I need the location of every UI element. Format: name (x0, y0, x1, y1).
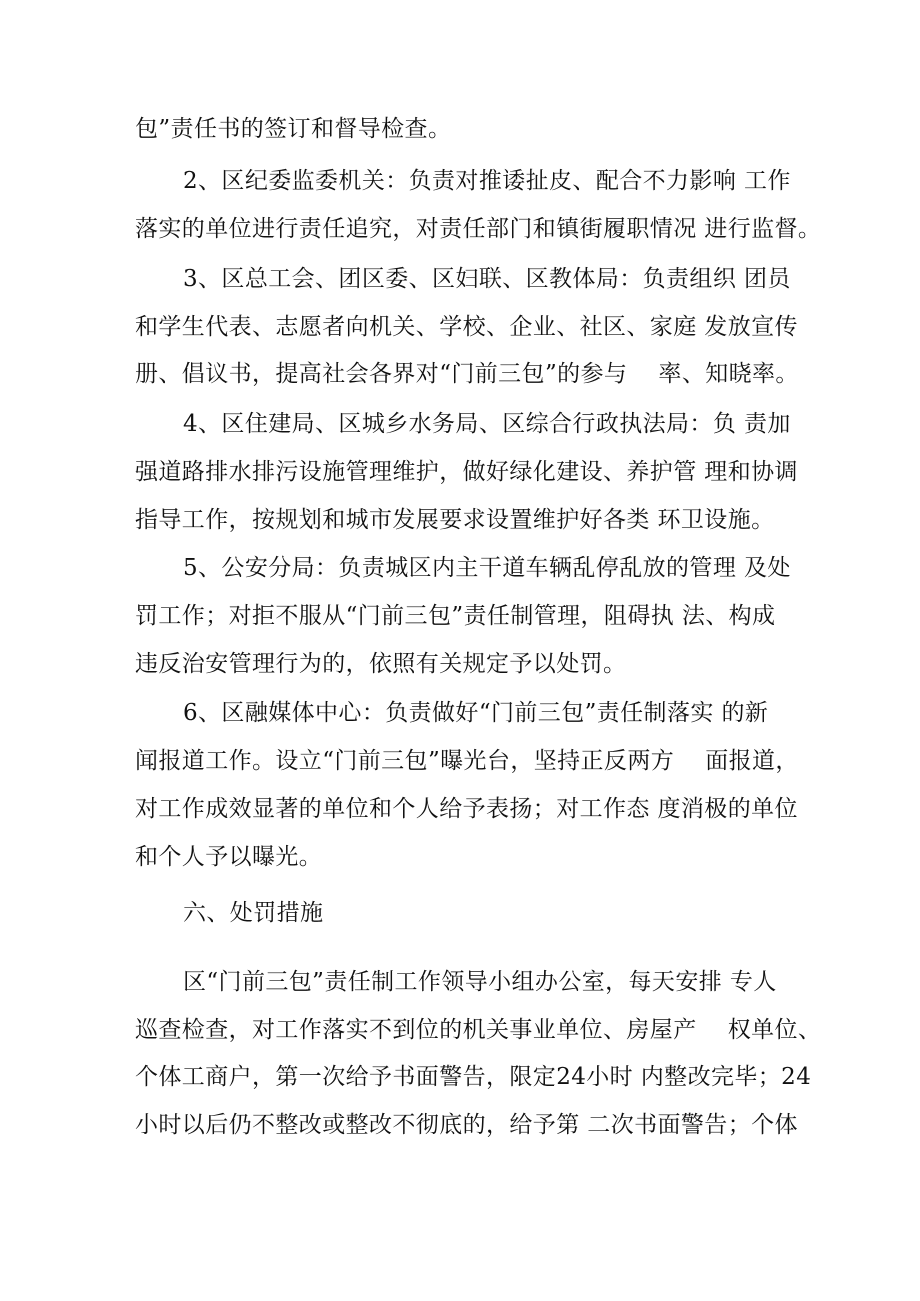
text-line-6: 册、倡议书，提高社会各界对“门前三包”的参与 率、知晓率。 (135, 361, 799, 387)
text-line-20: 个体工商户，第一次给予书面警告，限定24小时 内整改完毕；24 (135, 1064, 812, 1090)
text-line-7: 4、区住建局、区城乡水务局、区综合行政执法局：负 责加 (183, 411, 791, 437)
text-line-8: 强道路排水排污设施管理维护，做好绿化建设、养护管 理和协调 (135, 459, 798, 485)
text-line-16: 和个人予以曝光。 (135, 844, 323, 870)
section-heading: 六、处罚措施 (183, 900, 324, 926)
text-line-9: 指导工作，按规划和城市发展要求设置维护好各类 环卫设施。 (135, 507, 775, 533)
text-line-11: 罚工作；对拒不服从“门前三包”责任制管理，阻碍执 法、构成 (135, 603, 776, 629)
text-line-21: 小时以后仍不整改或整改不彻底的，给予第 二次书面警告；个体 (135, 1112, 798, 1138)
text-line-2: 2、区纪委监委机关：负责对推诿扯皮、配合不力影响 工作 (183, 168, 791, 194)
text-line-10: 5、公安分局：负责城区内主干道车辆乱停乱放的管理 及处 (183, 555, 791, 581)
text-line-14: 闻报道工作。设立“门前三包”曝光台，坚持正反两方 面报道， (135, 748, 799, 774)
text-line-1: 包”责任书的签订和督导检查。 (135, 116, 452, 142)
text-line-13: 6、区融媒体中心：负责做好“门前三包”责任制落实 的新 (183, 700, 769, 726)
text-line-18: 区“门前三包”责任制工作领导小组办公室，每天安排 专人 (183, 969, 777, 995)
text-line-15: 对工作成效显著的单位和个人给予表扬；对工作态 度消极的单位 (135, 796, 798, 822)
text-line-4: 3、区总工会、团区委、区妇联、区教体局：负责组织 团员 (183, 266, 791, 292)
text-line-12: 违反治安管理行为的，依照有关规定予以处罚。 (135, 651, 627, 677)
text-line-5: 和学生代表、志愿者向机关、学校、企业、社区、家庭 发放宣传 (135, 314, 798, 340)
text-line-19: 巡查检查，对工作落实不到位的机关事业单位、房屋产 权单位、 (135, 1017, 822, 1043)
text-line-3: 落实的单位进行责任追究，对责任部门和镇街履职情况 进行监督。 (135, 216, 822, 242)
